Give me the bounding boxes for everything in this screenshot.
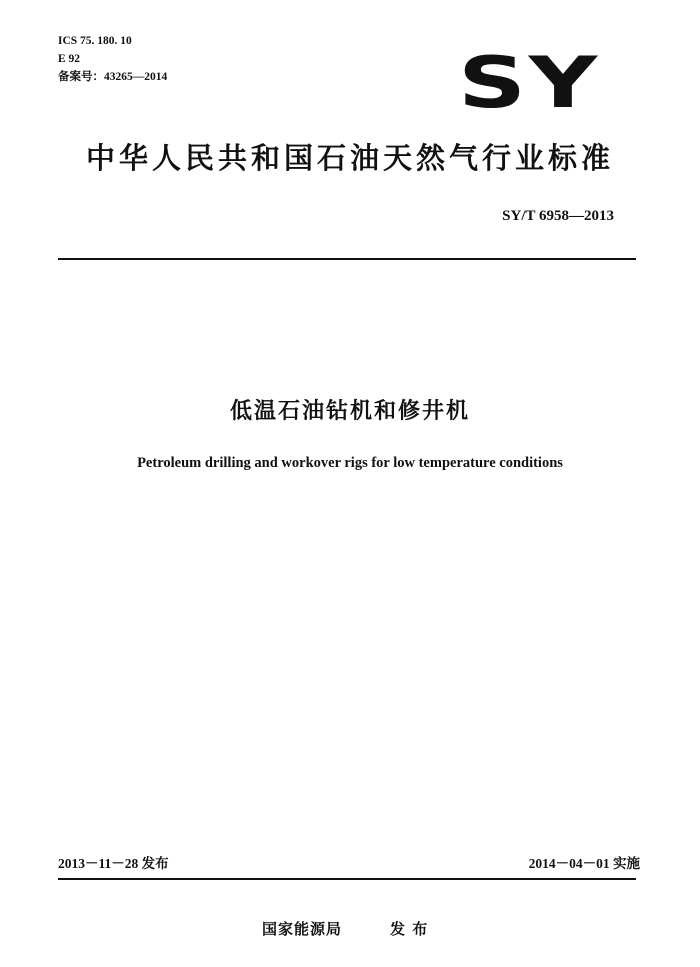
ics-code: ICS 75. 180. 10 [58,35,132,47]
top-divider [58,258,636,260]
standard-code: SY/T 6958—2013 [502,208,614,224]
bottom-divider [58,878,636,880]
record-number: 备案号：43265—2014 [58,71,168,83]
document-title-en: Petroleum drilling and workover rigs for low temperature conditions [137,455,563,471]
standard-type-title: 中华人民共和国石油天然气行业标准 [85,141,614,175]
implement-date: 2014－04－01 实施 [528,856,640,871]
sy-logo: SY [458,42,600,124]
category-code: E 92 [58,53,81,65]
issuer-name: 国家能源局 [262,920,343,938]
issuer-action: 发 布 [390,920,429,938]
publish-date: 2013－11－28 发布 [58,856,169,871]
document-title-cn: 低温石油钻机和修井机 [229,399,470,424]
